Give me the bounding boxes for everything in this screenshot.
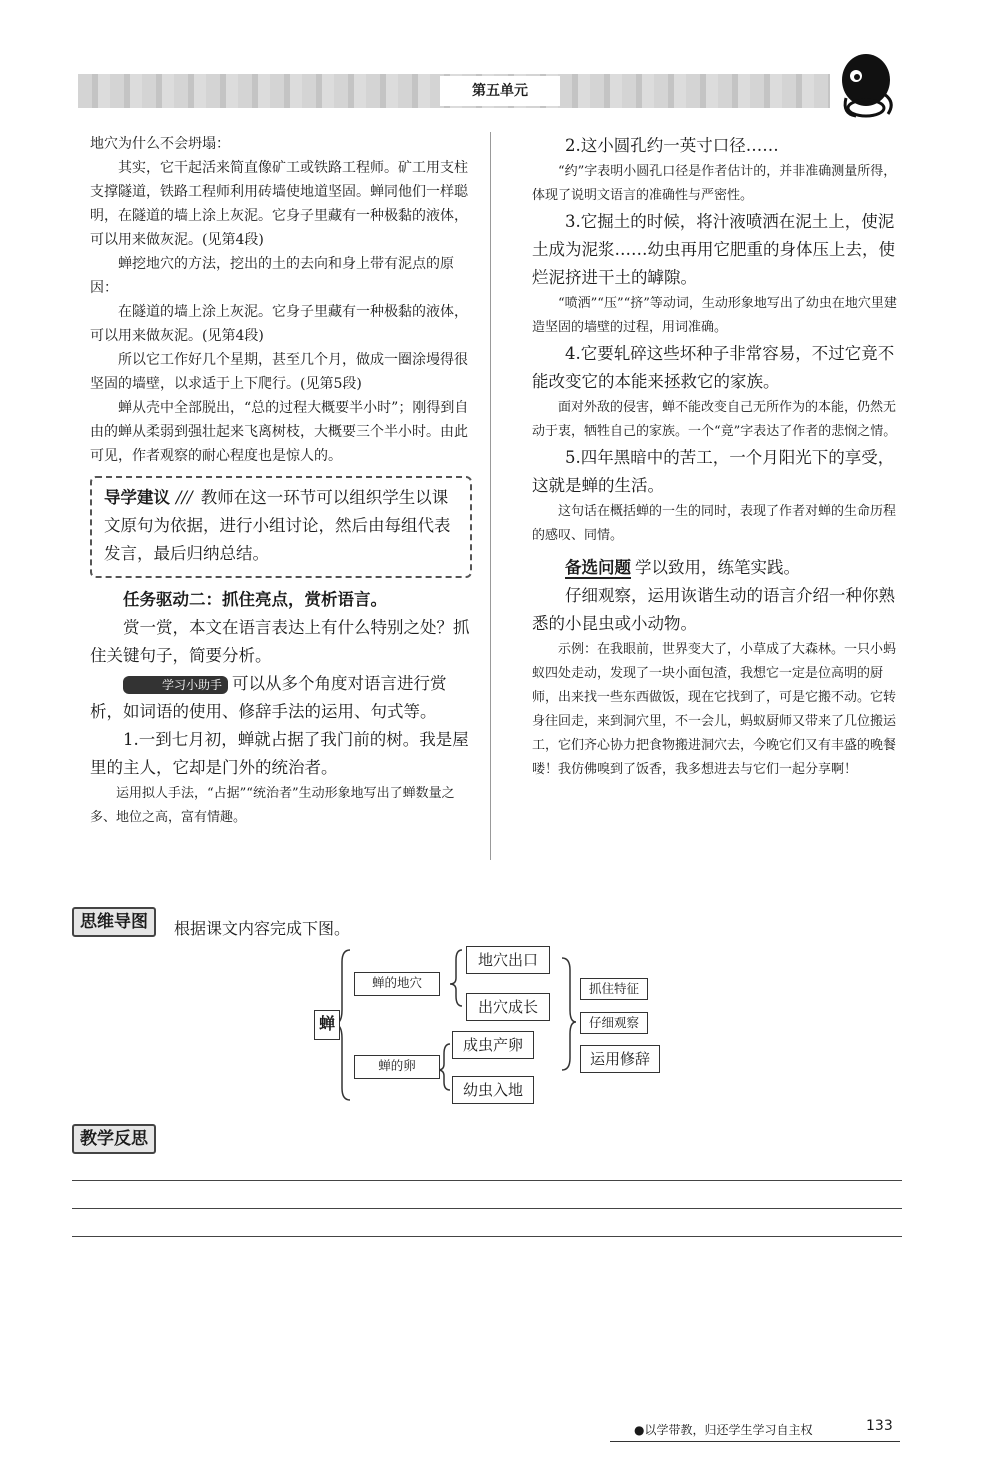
sentence-1-note: 运用拟人手法，“占据”“统治者”生动形象地写出了蝉数量之多、地位之高，富有情趣。 [90,786,455,825]
mindmap-root: 蝉 [314,1010,340,1040]
optional-question-text: 学以致用，练笔实践。 [635,558,800,577]
sentence-1: 1.一到七月初，蝉就占据了我门前的树。我是屋里的主人，它却是门外的统治者。 [90,730,469,777]
writing-line [72,1208,902,1209]
sentence-3: 3.它掘土的时候，将汁液喷洒在泥土上，使泥土成为泥浆……幼虫再用它肥重的身体压上去，使烂泥挤进干土的罅隙。 [532,212,895,287]
mindmap-branch: 蝉的地穴 [354,972,440,996]
writing-line [72,1180,902,1181]
mindmap-leaf: 成虫产卵 [452,1031,534,1059]
mindmap-label: 思维导图 [72,907,156,937]
sentence-4-note: 面对外敌的侵害，蝉不能改变自己无所作为的本能，仍然无动于衷，牺牲自己的家族。一个“竟”字表达了作者的悲悯之情。 [532,400,897,439]
column-divider [490,132,491,860]
sentence-4: 4.它要轧碎这些坏种子非常容易，不过它竟不能改变它的本能来拯救它的家族。 [532,344,895,391]
writing-task: 仔细观察，运用诙谐生动的语言介绍一种你熟悉的小昆虫或小动物。 [532,586,895,633]
page-number: 133 [866,1418,893,1434]
mindmap-right-item: 运用修辞 [580,1045,660,1073]
question-text: 赏一赏，本文在语言表达上有什么特别之处？抓住关键句子，简要分析。 [90,618,470,665]
mindmap-leaf: 出穴成长 [466,993,550,1021]
teaching-tip-text: 教师在这一环节可以组织学生以课文原句为依据，进行小组讨论，然后由每组代表发言，最后归纳总结。 [104,488,451,563]
mindmap-leaf: 幼虫入地 [452,1076,534,1104]
left-column [90,132,472,830]
sentence-5: 5.四年黑暗中的苦工，一个月阳光下的享受，这就是蝉的生活。 [532,448,895,495]
sentence-2-note: “约”字表明小圆孔口径是作者估计的，并非准确测量所得，体现了说明文语言的准确性与严密性。 [532,164,897,203]
reflection-label: 教学反思 [72,1124,156,1154]
teaching-tip-box: 导学建议 /// 教师在这一环节可以组织学生以课文原句为依据，进行小组讨论，然后由每组代表发言，最后归纳总结。 [90,476,472,578]
mindmap-leaf: 地穴出口 [466,946,550,974]
sentence-5-note: 这句话在概括蝉的一生的同时，表现了作者对蝉的生命历程的感叹、同情。 [532,504,897,543]
mindmap-instruction: 根据课文内容完成下图。 [174,919,351,938]
footer-line [610,1441,900,1442]
mascot-icon [836,46,900,122]
right-column [532,132,902,782]
left-paragraph: 蝉挖地穴的方法，挖出的土的去向和身上带有泥点的原因： [90,256,454,296]
footer-slogan: ●以学带教，归还学生学习自主权 [634,1423,813,1437]
left-paragraph: 在隧道的墙上涂上灰泥。它身子里藏有一种极黏的液体，可以用来做灰泥。(见第4段) [90,304,468,344]
example-text: 示例：在我眼前，世界变大了，小草成了大森林。一只小蚂蚁四处走动，发现了一块小面包渣，我想它一定是位高明的厨师，出来找一些东西做饭，现在它找到了，可是它搬不动。它转身往回走，来到洞穴里，不一会儿，蚂蚁厨师又带来了几位搬运工，它们齐心协力把食物搬进洞穴去，今晚它们又有丰盛的晚餐喽！我仿佛嗅到了饭香，我多想进去与它们一起分享啊！ [532,642,897,777]
sentence-2: 2.这小圆孔约一英寸口径…… [565,136,779,155]
helper-badge: 学习小助手 [123,676,228,694]
optional-question-label: 备选问题 [565,558,631,577]
writing-line [72,1236,902,1237]
mindmap-right-item: 仔细观察 [580,1012,648,1034]
helper-text: 可以从多个角度对语言进行赏析，如词语的使用、修辞手法的运用、句式等。 [90,674,447,721]
mindmap-right-item: 抓住特征 [580,978,648,1000]
task-heading: 任务驱动二：抓住亮点，赏析语言。 [123,590,387,609]
unit-title: 第五单元 [440,76,560,106]
left-paragraph: 所以它工作好几个星期，甚至几个月，做成一圈涂墁得很坚固的墙壁，以求适于上下爬行。(见第5段) [90,352,468,392]
teaching-tip-label: 导学建议 [104,488,170,507]
left-paragraph: 其实，它干起活来简直像矿工或铁路工程师。矿工用支柱支撑隧道，铁路工程师利用砖墙使地道坚固。蝉同他们一样聪明，在隧道的墙上涂上灰泥。它身子里藏有一种极黏的液体，可以用来做灰泥。(见第4段) [90,160,468,248]
left-paragraph: 蝉从壳中全部脱出，“总的过程大概要半小时”；刚得到自由的蝉从柔弱到强壮起来飞离树枝，大概要三个半小时。由此可见，作者观察的耐心程度也是惊人的。 [90,400,469,464]
left-paragraph: 地穴为什么不会坍塌： [90,136,230,152]
sentence-3-note: “喷洒”“压”“挤”等动词，生动形象地写出了幼虫在地穴里建造坚固的墙壁的过程，用词准确。 [532,296,897,335]
mindmap-branch: 蝉的卵 [354,1055,440,1079]
